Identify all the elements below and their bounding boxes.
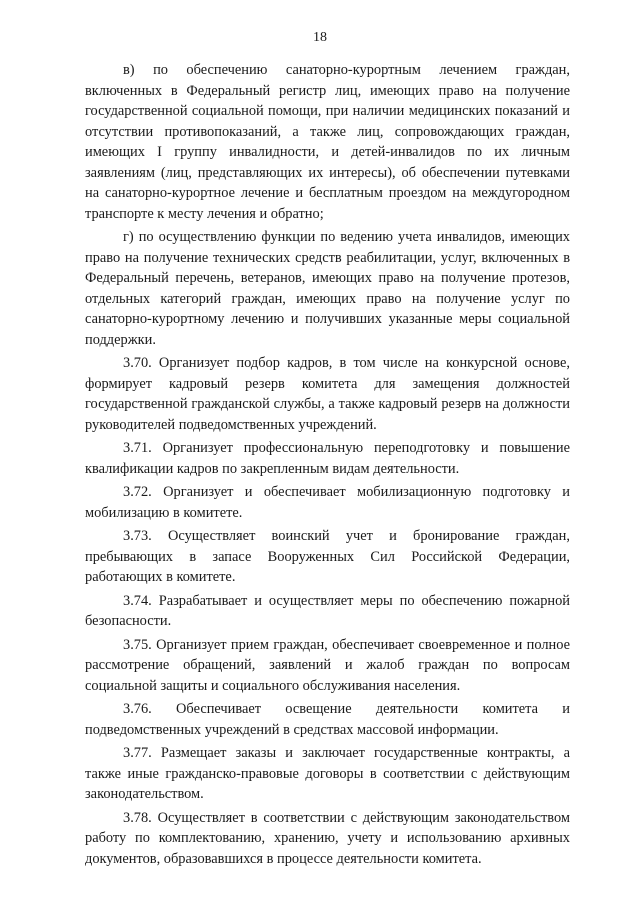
paragraph-3-74: 3.74. Разрабатывает и осуществляет меры по обеспечению пожарной безопасности. [85, 592, 570, 629]
paragraph-3-75: 3.75. Организует прием граждан, обеспечивает своевременное и полное рассмотрение обращений, заявлений и жалоб граждан по вопросам социальной защиты и социального обслуживания населения. [85, 636, 570, 694]
paragraph-3-76: 3.76. Обеспечивает освещение деятельности комитета и подведомственных учреждений в средствах массовой информации. [85, 701, 570, 738]
paragraph-3-72: 3.72. Организует и обеспечивает мобилизационную подготовку и мобилизацию в комитете. [85, 484, 570, 521]
paragraph-3-73: 3.73. Осуществляет воинский учет и бронирование граждан, пребывающих в запасе Вооруженных Сил Российской Федерации, работающих в комитете. [85, 528, 570, 585]
paragraph-3-71: 3.71. Организует профессиональную переподготовку и повышение квалификации кадров по закрепленным видам деятельности. [85, 440, 570, 477]
paragraph-3-78: 3.78. Осуществляет в соответствии с действующим законодательством работу по комплектованию, хранению, учету и использованию архивных документов, образовавшихся в процессе деятельности комитета. [85, 809, 570, 867]
paragraph-3-70: 3.70. Организует подбор кадров, в том числе на конкурсной основе, формирует кадровый резерв комитета для замещения должностей государственной гражданской службы, а также кадровый резерв на должности руководителей подведомственных учреждений. [85, 355, 570, 433]
document-body [85, 60, 570, 872]
page-number: 18 [313, 30, 327, 45]
paragraph-3-77: 3.77. Размещает заказы и заключает государственные контракты, а также иные гражданско-правовые договоры в соответствии с действующим законодательством. [85, 745, 570, 802]
paragraph-g: г) по осуществлению функции по ведению учета инвалидов, имеющих право на получение технических средств реабилитации, услуг, включенных в Федеральный перечень, ветеранов, имеющих право на получение протезов, отдельных категорий граждан, имеющих право на получение услуг по санаторно-курортному лечению и получивших указанные меры социальной поддержки. [85, 229, 570, 348]
paragraph-v: в) по обеспечению санаторно-курортным лечением граждан, включенных в Федеральный регистр лиц, имеющих право на получение государственной социальной помощи, при наличии медицинских показаний и отсутствии противопоказаний, а также лиц, сопровождающих граждан, имеющих I группу инвалидности, и детей-инвалидов по их личным заявлениям (лиц, представляющих их интересы), об обеспечении путевками на санаторно-курортное лечение и бесплатным проездом на междугородном транспорте к месту лечения и обратно; [85, 62, 570, 222]
